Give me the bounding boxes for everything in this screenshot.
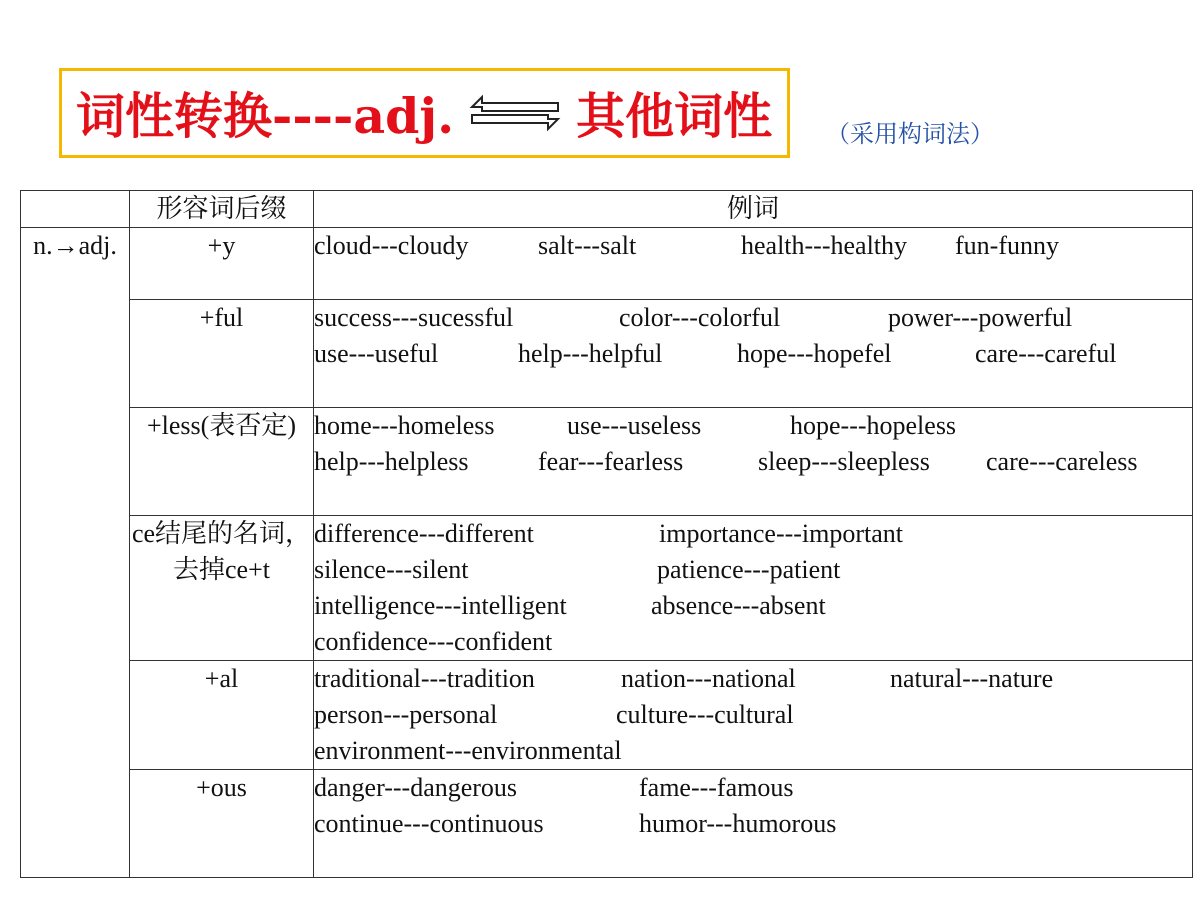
suffix-cell: ce结尾的名词，去掉ce+t: [130, 516, 314, 661]
example-line: [314, 516, 1192, 552]
example-pair: danger---dangerous: [314, 773, 518, 802]
example-pair: care---careless: [986, 447, 1138, 476]
example-pair: humor---humorous: [639, 809, 837, 838]
example-pair: success---sucessful: [314, 303, 514, 332]
example-line: [314, 408, 1192, 444]
examples-cell: [314, 228, 1193, 300]
example-line: [314, 588, 1192, 624]
example-pair: intelligence---intelligent: [314, 591, 567, 620]
table-row-y: [21, 228, 1193, 300]
double-arrow-icon: [468, 93, 562, 133]
example-line: [314, 624, 1192, 660]
example-pair: salt---salt: [538, 231, 637, 260]
example-line: [314, 228, 1192, 264]
example-pair: traditional---tradition: [314, 664, 535, 693]
title-box: [59, 68, 790, 158]
table-row-less: [21, 408, 1193, 516]
example-pair: nation---national: [621, 664, 796, 693]
example-pair: help---helpful: [518, 339, 663, 368]
example-pair: continue---continuous: [314, 809, 544, 838]
pos-label: n.→adj.: [21, 228, 130, 878]
example-pair: fame---famous: [639, 773, 794, 802]
example-line: [314, 770, 1192, 806]
example-line: [314, 552, 1192, 588]
table-row-ce: [21, 516, 1193, 661]
examples-cell: [314, 661, 1193, 770]
example-line: [314, 444, 1192, 480]
header-suffix: 形容词后缀: [130, 191, 314, 228]
suffix-cell: +ful: [130, 300, 314, 408]
example-pair: fun-funny: [955, 231, 1059, 260]
examples-cell: [314, 516, 1193, 661]
example-line: [314, 806, 1192, 842]
example-line: [314, 300, 1192, 336]
header-examples: 例词: [314, 191, 1193, 228]
example-pair: culture---cultural: [616, 700, 794, 729]
example-pair: use---useless: [567, 411, 702, 440]
table-row-al: [21, 661, 1193, 770]
example-pair: care---careful: [975, 339, 1117, 368]
title-right: 其他词性: [576, 87, 773, 145]
example-pair: absence---absent: [651, 591, 826, 620]
suffix-table: [20, 190, 1193, 878]
example-pair: sleep---sleepless: [758, 447, 930, 476]
example-pair: power---powerful: [888, 303, 1073, 332]
examples-cell: [314, 408, 1193, 516]
table-header-row: [21, 191, 1193, 228]
suffix-cell: +al: [130, 661, 314, 770]
example-line: [314, 336, 1192, 372]
header-blank: [21, 191, 130, 228]
suffix-cell: +less(表否定): [130, 408, 314, 516]
example-line: [314, 697, 1192, 733]
examples-cell: [314, 770, 1193, 878]
title-left: 词性转换----adj.: [76, 87, 455, 145]
example-pair: hope---hopeless: [790, 411, 957, 440]
examples-cell: [314, 300, 1193, 408]
example-pair: home---homeless: [314, 411, 495, 440]
suffix-cell: +ous: [130, 770, 314, 878]
example-pair: health---healthy: [741, 231, 908, 260]
example-pair: use---useful: [314, 339, 439, 368]
example-pair: natural---nature: [890, 664, 1054, 693]
suffix-cell: +y: [130, 228, 314, 300]
table-row-ful: [21, 300, 1193, 408]
example-pair: importance---important: [659, 519, 904, 548]
example-pair: person---personal: [314, 700, 498, 729]
example-pair: difference---different: [314, 519, 534, 548]
example-pair: help---helpless: [314, 447, 469, 476]
example-line: [314, 661, 1192, 697]
table-row-ous: [21, 770, 1193, 878]
example-pair: environment---environmental: [314, 736, 622, 765]
example-line: [314, 733, 1192, 769]
method-note: （采用构词法）: [826, 120, 994, 148]
example-pair: confidence---confident: [314, 627, 553, 656]
example-pair: patience---patient: [657, 555, 841, 584]
example-pair: silence---silent: [314, 555, 469, 584]
example-pair: cloud---cloudy: [314, 231, 469, 260]
example-pair: color---colorful: [619, 303, 781, 332]
example-pair: fear---fearless: [538, 447, 684, 476]
example-pair: hope---hopefel: [737, 339, 892, 368]
